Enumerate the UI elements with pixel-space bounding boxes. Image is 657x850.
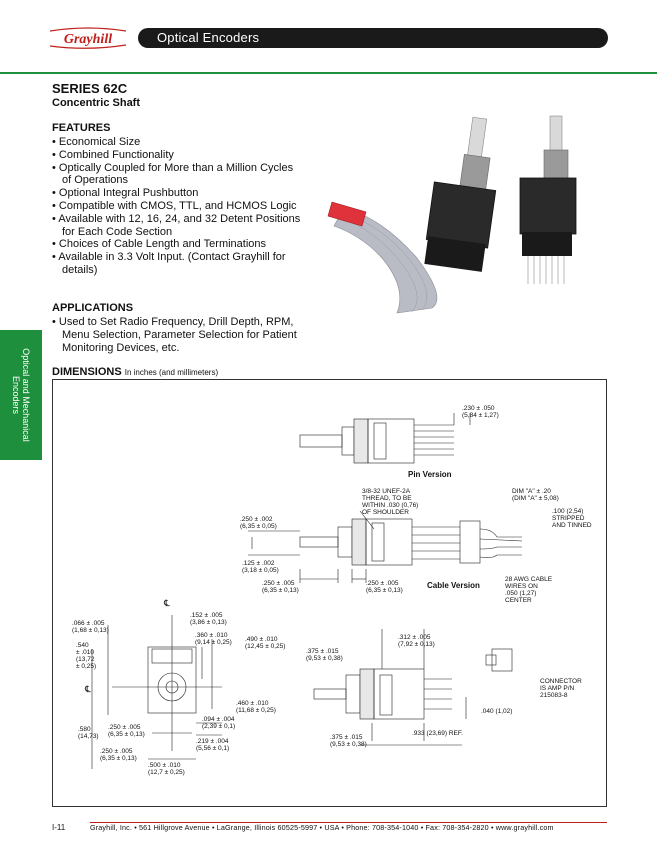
dim-label: .933 (23,69) REF.	[412, 730, 463, 737]
header-rule	[0, 72, 657, 74]
applications-list	[52, 316, 302, 354]
series-subtitle: Concentric Shaft	[52, 97, 141, 109]
dim-label: .580 (14,73)	[78, 726, 99, 740]
dim-label: .250 ± .005 (6,35 ± 0,13)	[100, 748, 137, 762]
dim-label: .094 ± .004 (2,39 ± 0,1)	[202, 716, 236, 730]
dim-label: .250 ± .005 (6,35 ± 0,13)	[108, 724, 145, 738]
dim-label: .219 ± .004 (5,56 ± 0,1)	[196, 738, 230, 752]
dim-label: .250 ± .005 (6,35 ± 0,13)	[262, 580, 299, 594]
dim-label: .375 ± .015 (9,53 ± 0,38)	[306, 648, 343, 662]
list-item: • Available with 12, 16, 24, and 32 Detent Positions for Each Code Section	[52, 213, 302, 239]
features-heading: FEATURES	[52, 122, 111, 134]
pin-version-caption: Pin Version	[408, 470, 452, 479]
dim-label: .360 ± .010 (9,14 ± 0,25)	[195, 632, 232, 646]
dim-label: .040 (1,02)	[481, 708, 513, 715]
applications-heading: APPLICATIONS	[52, 302, 134, 314]
dimensions-heading	[52, 366, 218, 378]
logo-text: Grayhill	[63, 32, 113, 47]
centerline-mark: ℄	[85, 684, 91, 694]
dim-label: .100 (2,54) STRIPPED AND TINNED	[552, 508, 592, 529]
dim-label: .490 ± .010 (12,45 ± 0,25)	[245, 636, 286, 650]
list-item: • Used to Set Radio Frequency, Drill Depth, RPM, Menu Selection, Parameter Selection for Patient Monitoring Devices, etc.	[52, 316, 302, 354]
list-item: • Economical Size	[52, 136, 302, 149]
dim-label: DIM "A" ± .20 (DIM "A" ± 5,08)	[512, 488, 559, 502]
dim-label: .250 ± .002 (6,35 ± 0,05)	[240, 516, 277, 530]
dim-label: 28 AWG CABLE WIRES ON .050 (1,27) CENTER	[505, 576, 553, 604]
features-list	[52, 136, 302, 277]
list-item: • Choices of Cable Length and Terminations	[52, 238, 302, 251]
dim-label: .066 ± .005 (1,68 ± 0,13)	[72, 620, 109, 634]
list-item: • Compatible with CMOS, TTL, and HCMOS Logic	[52, 200, 302, 213]
product-photo	[322, 108, 612, 313]
dimensions-note: In inches (and millimeters)	[124, 368, 219, 377]
list-item: • Optional Integral Pushbutton	[52, 187, 302, 200]
footer-address: Grayhill, Inc. • 561 Hillgrove Avenue • LaGrange, Illinois 60525-5997 • USA • Phone: 708-354-1040 • Fax: 708-354-2820 • www.grayhill.com	[90, 823, 554, 832]
dim-label: .125 ± .002 (3,18 ± 0,05)	[242, 560, 279, 574]
list-item: • Combined Functionality	[52, 149, 302, 162]
list-item: • Available in 3.3 Volt Input. (Contact Grayhill for details)	[52, 251, 302, 277]
side-tab-label: Optical and Mechanical Encoders	[11, 348, 31, 442]
dim-label: .375 ± .015 (9,53 ± 0,38)	[330, 734, 367, 748]
dim-label: .312 ± .005 (7,92 ± 0,13)	[398, 634, 435, 648]
series-title: SERIES 62C	[52, 81, 128, 96]
page-number: I-11	[52, 823, 66, 832]
list-item: • Optically Coupled for More than a Million Cycles of Operations	[52, 162, 302, 188]
dim-label: 3/8-32 UNEF-2A THREAD, TO BE WITHIN .030 (0,76) OF SHOULDER	[362, 488, 419, 516]
dim-label: .540 ± .010 (13,72 ± 0,25)	[76, 642, 97, 670]
dim-label: CONNECTOR IS AMP P/N 215083-8	[540, 678, 582, 699]
dim-label: .250 ± .005 (6,35 ± 0,13)	[366, 580, 403, 594]
grayhill-logo	[48, 25, 128, 51]
dim-label: .230 ± .050 (5,84 ± 1,27)	[462, 405, 499, 419]
centerline-mark: ℄	[164, 598, 170, 608]
cable-version-caption: Cable Version	[427, 581, 480, 590]
dim-label: .500 ± .010 (12,7 ± 0,25)	[148, 762, 185, 776]
dim-label: .460 ± .010 (11,68 ± 0,25)	[236, 700, 276, 714]
dimensions-title: DIMENSIONS	[52, 366, 122, 378]
dim-label: .152 ± .005 (3,86 ± 0,13)	[190, 612, 227, 626]
header-title: Optical Encoders	[157, 30, 260, 45]
